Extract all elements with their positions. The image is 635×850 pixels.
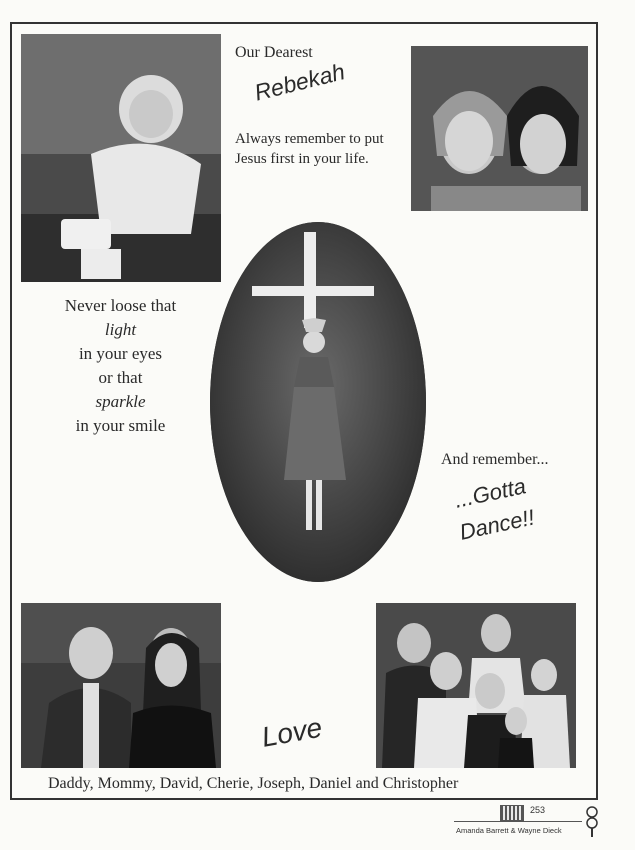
- greeting-message-line2: Jesus first in your life.: [235, 151, 369, 167]
- dance-text: Dance!!: [457, 504, 537, 545]
- poem-line-1: Never loose that: [64, 296, 177, 315]
- gotta-text: ...Gotta: [452, 473, 529, 513]
- love-text: Love: [259, 711, 325, 753]
- photo-parents: [21, 603, 221, 768]
- greeting-message-line1: Always remember to put: [235, 131, 384, 147]
- photo-two-girls: [411, 46, 588, 211]
- greeting-name: Rebekah: [251, 58, 348, 106]
- photo-dancer-oval: [210, 222, 426, 582]
- poem-line-4: or that: [98, 368, 143, 387]
- poem-line-2: light: [104, 320, 137, 339]
- poem-line-6: in your smile: [75, 416, 166, 435]
- footer-logo-mark: [500, 805, 524, 821]
- page-number: 253: [530, 805, 546, 815]
- key-ornament-icon: [585, 806, 599, 838]
- greeting-salutation: Our Dearest: [235, 44, 313, 61]
- footer-names: Amanda Barrett & Wayne Dieck: [456, 826, 562, 835]
- poem-line-5: sparkle: [95, 392, 146, 411]
- remember-text: And remember...: [441, 451, 549, 468]
- footer-rule: [454, 821, 582, 822]
- photo-baby: [21, 34, 221, 282]
- photo-siblings: [376, 603, 576, 768]
- signature-text: Daddy, Mommy, David, Cherie, Joseph, Daniel and Christopher: [48, 775, 459, 792]
- poem-line-3: in your eyes: [78, 344, 163, 363]
- poem-block: [38, 294, 203, 438]
